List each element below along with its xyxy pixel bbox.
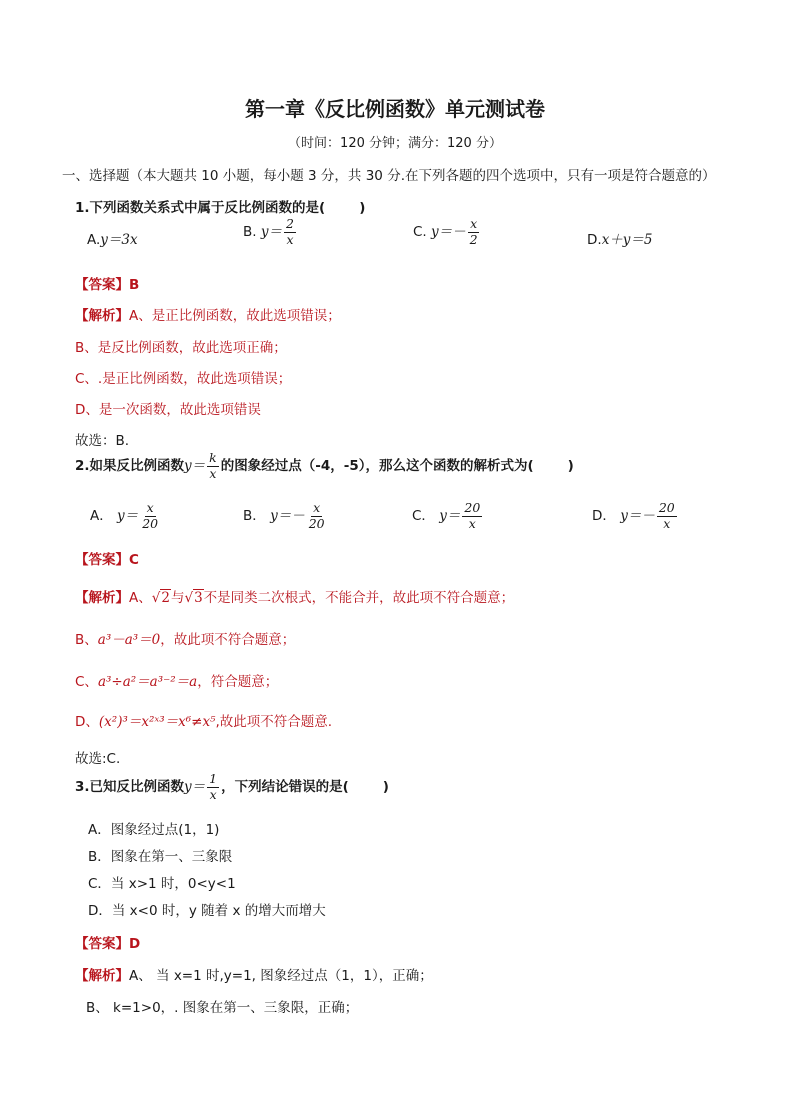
q2-option-d-num: 20 bbox=[658, 500, 675, 515]
q2-answer bbox=[75, 548, 139, 568]
q1-option-c-lhs: y＝－ bbox=[431, 224, 466, 240]
q2-stem-den: x bbox=[209, 465, 217, 481]
q2-analysis-c-pre: C、 bbox=[75, 674, 98, 690]
q3-stem-close: ) bbox=[382, 779, 389, 795]
q2-analysis-d-pre: D、 bbox=[75, 714, 99, 730]
q2-stem-post: 的图象经过点（-4，-5），那么这个函数的解析式为( bbox=[220, 458, 534, 474]
q1-option-d-label: D. bbox=[587, 232, 602, 248]
q1-option-c-label: C. bbox=[413, 224, 427, 240]
q1-option-a bbox=[87, 228, 138, 248]
q3-analysis-tag: 【解析】 bbox=[75, 968, 129, 984]
q1-analysis-c: C、.是正比例函数，故此选项错误； bbox=[75, 371, 292, 387]
q2-stem bbox=[75, 452, 574, 480]
q3-stem-pre: 3.已知反比例函数 bbox=[75, 779, 185, 795]
q1-option-b-fraction bbox=[284, 218, 296, 246]
q3-option-a: A．图象经过点(1，1) bbox=[88, 822, 220, 838]
q2-option-a-lhs: y＝ bbox=[117, 508, 139, 524]
q2-option-c-num: 20 bbox=[464, 500, 481, 515]
q1-option-b-den: x bbox=[286, 231, 294, 247]
q2-stem-num: k bbox=[209, 450, 217, 465]
q2-analysis-a bbox=[75, 586, 514, 606]
section-heading: 一、选择题（本大题共 10 小题，每小题 3 分，共 30 分.在下列各题的四个选项中，只有一项是符合题意的） bbox=[62, 168, 716, 184]
q1-option-d bbox=[587, 228, 653, 248]
q1-analysis-a bbox=[75, 304, 341, 324]
q1-option-b-label: B. bbox=[243, 224, 257, 240]
q2-analysis-a-r2: 3 bbox=[194, 590, 203, 606]
q1-option-a-expr: y＝3x bbox=[100, 232, 138, 248]
q2-option-c-label: C． bbox=[412, 508, 435, 524]
q2-option-b-lhs: y＝－ bbox=[270, 508, 305, 524]
q2-analysis-c-expr: a³÷a²＝a³⁻²＝a bbox=[97, 674, 198, 690]
q3-analysis-line-a: A、 当 x=1 时,y=1, 图象经过点（1，1），正确； bbox=[129, 968, 433, 984]
q2-stem-lhs: y＝ bbox=[184, 458, 206, 474]
q2-analysis-a-sqrt2: √3 bbox=[184, 590, 203, 606]
q2-analysis-d bbox=[75, 710, 332, 730]
q2-analysis-b bbox=[75, 628, 295, 648]
page-title: 第一章《反比例函数》单元测试卷 bbox=[245, 97, 545, 121]
q3-analysis-a bbox=[75, 964, 433, 984]
q2-option-c bbox=[412, 502, 484, 530]
q2-option-c-fraction bbox=[462, 502, 482, 530]
q3-stem-num: 1 bbox=[209, 771, 218, 786]
q1-analysis-tag: 【解析】 bbox=[75, 308, 129, 324]
q3-stem-den: x bbox=[209, 786, 217, 802]
q3-option-b: B．图象在第一、三象限 bbox=[88, 849, 233, 865]
q1-answer bbox=[75, 273, 139, 293]
q1-option-b-lhs: y＝ bbox=[260, 224, 282, 240]
q2-option-d bbox=[592, 502, 679, 530]
q3-stem-lhs: y＝ bbox=[184, 779, 206, 795]
q2-analysis-c-post: ，符合题意； bbox=[197, 674, 279, 690]
q2-option-a-num: x bbox=[146, 500, 154, 515]
q2-option-c-lhs: y＝ bbox=[439, 508, 461, 524]
q3-analysis-b: B、 k=1>0，. 图象在第一、三象限，正确； bbox=[86, 1000, 359, 1016]
q2-analysis-d-post: ,故此项不符合题意. bbox=[215, 714, 333, 730]
q1-stem-close: ) bbox=[359, 200, 366, 216]
q1-stem bbox=[75, 196, 365, 216]
q2-analysis-a-sqrt1: √2 bbox=[151, 590, 170, 606]
q1-option-a-label: A. bbox=[87, 232, 101, 248]
q2-stem-close: ) bbox=[567, 458, 574, 474]
q3-option-c: C．当 x>1 时，0<y<1 bbox=[88, 876, 236, 892]
q1-analysis-d: D、是一次函数，故此选项错误 bbox=[75, 402, 261, 418]
q2-answer-tag: 【答案】 bbox=[75, 552, 129, 568]
q2-analysis-d-expr: (x²)³＝x²ˣ³＝x⁶≠x⁵ bbox=[98, 714, 216, 730]
q1-answer-value: B bbox=[129, 277, 140, 293]
q2-analysis-b-expr: a³－a³＝0 bbox=[97, 632, 161, 648]
q1-option-b bbox=[243, 218, 298, 246]
q3-answer-value: D bbox=[129, 936, 141, 952]
q1-option-c-den: 2 bbox=[469, 231, 478, 247]
q3-answer bbox=[75, 932, 140, 952]
q2-stem-pre: 2.如果反比例函数 bbox=[75, 458, 185, 474]
q3-answer-tag: 【答案】 bbox=[75, 936, 129, 952]
q2-analysis-b-post: ，故此项不符合题意； bbox=[160, 632, 296, 648]
q2-option-d-lhs: y＝－ bbox=[620, 508, 655, 524]
q2-option-d-label: D． bbox=[592, 508, 616, 524]
q2-option-a-den: 20 bbox=[142, 515, 159, 531]
q2-option-b-den: 20 bbox=[308, 515, 325, 531]
q2-option-b-num: x bbox=[313, 500, 321, 515]
q2-option-a-label: A． bbox=[90, 508, 113, 524]
q1-analysis-b: B、是反比例函数，故此选项正确； bbox=[75, 340, 287, 356]
q1-stem-text: 1.下列函数关系式中属于反比例函数的是( bbox=[75, 200, 326, 216]
q2-option-a-fraction bbox=[140, 502, 160, 530]
q2-option-b-label: B． bbox=[243, 508, 266, 524]
q2-option-d-fraction bbox=[657, 502, 677, 530]
q2-analysis-a-pre: A、 bbox=[129, 590, 152, 606]
q1-option-c bbox=[413, 218, 482, 246]
q1-analysis-line-a: A、是正比例函数，故此选项错误； bbox=[129, 308, 341, 324]
q2-option-d-den: x bbox=[663, 515, 671, 531]
q2-option-b-fraction bbox=[307, 502, 327, 530]
q2-answer-value: C bbox=[129, 552, 139, 568]
q1-option-c-fraction bbox=[468, 218, 480, 246]
q2-option-c-den: x bbox=[468, 515, 476, 531]
q2-analysis-tag: 【解析】 bbox=[75, 590, 129, 606]
page-subtitle: （时间：120 分钟；满分：120 分） bbox=[288, 136, 502, 151]
q2-stem-fraction bbox=[207, 452, 219, 480]
q2-option-a bbox=[90, 502, 162, 530]
q1-option-d-expr: x＋y＝5 bbox=[601, 232, 653, 248]
q2-analysis-a-post: 不是同类二次根式，不能合并，故此项不符合题意； bbox=[203, 590, 515, 606]
q2-analysis-b-pre: B、 bbox=[75, 632, 98, 648]
q1-final: 故选：B. bbox=[75, 433, 130, 449]
q1-answer-tag: 【答案】 bbox=[75, 277, 129, 293]
q2-analysis-c bbox=[75, 670, 278, 690]
q1-option-c-num: x bbox=[470, 216, 478, 231]
q2-analysis-a-mid: 与 bbox=[170, 590, 185, 606]
q1-option-b-num: 2 bbox=[286, 216, 294, 231]
q3-stem-post: ，下列结论错误的是( bbox=[221, 779, 349, 795]
q3-option-d: D．当 x<0 时，y 随着 x 的增大而增大 bbox=[88, 903, 326, 919]
q2-option-b bbox=[243, 502, 329, 530]
q3-stem-fraction bbox=[207, 773, 219, 801]
q2-analysis-a-r1: 2 bbox=[161, 590, 170, 606]
q3-stem bbox=[75, 773, 389, 801]
q2-final: 故选:C. bbox=[75, 751, 121, 767]
